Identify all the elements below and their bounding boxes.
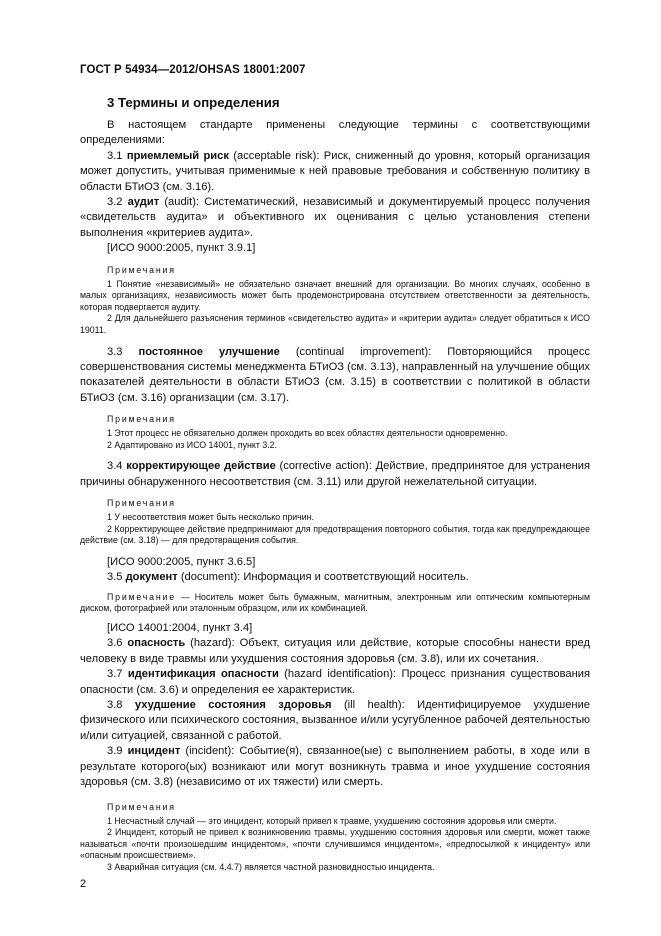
note-item: 1 Понятие «независимый» не обязательно означает внешний для организации. Во многих случаях, особенно в малых организациях, независимость может быть продемонстрирована отсутствием ответственности за деятельность, которая подвергается аудиту. (80, 278, 590, 312)
term-number: 3.9 (107, 745, 128, 758)
term-definition: (hazard): Объект, ситуация или действие, которые способны нанести вред человеку в виде травмы или ухудшения состояния здоровья (см. 3.8), или их сочетания. (80, 637, 590, 665)
note-item: 2 Для дальнейшего разъяснения терминов «свидетельство аудита» и «критерии аудита» следует обратиться к ИСО 19011. (80, 313, 590, 336)
note-item: 2 Корректирующее действие предпринимают для предотвращения повторного события, тогда как предупреждающее действие (см. 3.18) — для предотвращения события. (80, 523, 590, 546)
page-content (80, 95, 590, 873)
term-name: идентификация опасности (127, 668, 279, 681)
term-number: 3.8 (107, 699, 135, 712)
term-name: приемлемый риск (126, 149, 229, 162)
note-item: 1 У несоответствия может быть несколько причин. (107, 512, 314, 523)
term-number: 3.4 (107, 460, 127, 473)
page-number: 2 (80, 878, 87, 890)
term-definition: (ill health): Идентифицируемое ухудшение физического или психического состояния, вызванное и/или усугубленное рабочей деятельностью и/или ситуацией, связанной с работой. (80, 699, 590, 742)
term-3-1 (80, 149, 590, 195)
term-definition: (incident): Событие(я), связанное(ые) с выполнением работы, в ходе или в результате которого(ых) возникают или могут возникнуть травма и иное ухудшение состояния здоровья (см. 3.8) (независимо от их тяжести) или смерть. (80, 745, 590, 789)
note-item: 1 Этот процесс не обязательно должен проходить во всех областях деятельности одновременно. (107, 428, 508, 439)
reference: [ИСО 14001:2004, пункт 3.4] (107, 622, 253, 635)
term-definition: (audit): Систематический, независимый и документируемый процесс получения «свидетельств аудита» и объективного их оценивания с целью установления степени выполнения «критериев аудита». (80, 196, 590, 239)
term-number: 3.5 (107, 571, 126, 584)
term-name: инцидент (127, 745, 181, 758)
term-3-9 (80, 744, 590, 790)
term-definition: (hazard identification): Процесс признания существования опасности (см. 3.6) и определения ее характеристик. (80, 668, 590, 696)
note-item: 2 Инцидент, который не привел к возникновению травмы, ухудшению состояния здоровья или смерти, может также называться «почти произошедшим инцидентом», «почти случившимся инцидентом», «предпосылкой к инциденту» или «опасным происшествием». (80, 827, 590, 861)
note-text: — Носитель может быть бумажным, магнитным, электронным или оптическим компьютерным диском, фотографией или эталонным образцом, или их комбинацией. (80, 591, 590, 614)
section-title: 3 Термины и определения (107, 95, 280, 110)
term-number: 3.7 (107, 668, 128, 681)
note-item: 2 Адаптировано из ИСО 14001, пункт 3.2. (107, 439, 278, 450)
term-3-5 (80, 570, 590, 585)
term-definition: (acceptable risk): Риск, сниженный до уровня, который организация может допустить, учитывая применимые к ней правовые требования и собственную политику в области БТиОЗ (см. 3.16). (80, 149, 590, 193)
term-name: документ (125, 571, 178, 584)
notes-heading: Примечания (107, 414, 176, 425)
intro-paragraph: В настоящем стандарте применены следующие термины с соответствующими определениями: (80, 119, 590, 147)
note-label: Примечание (107, 591, 176, 602)
term-name: опасность (127, 637, 186, 650)
term-definition: (document): Информация и соответствующий носитель. (177, 571, 469, 584)
notes-heading: Примечания (107, 264, 176, 275)
term-definition: (corrective action): Действие, предпринятое для устранения причины обнаруженного несоответствия (см. 3.11) или другой нежелательной ситуации. (80, 460, 590, 488)
term-number: 3.6 (107, 637, 128, 650)
term-name: ухудшение состояния здоровья (134, 699, 332, 712)
term-name: корректирующее действие (126, 460, 276, 473)
reference: [ИСО 9000:2005, пункт 3.6.5] (107, 556, 256, 569)
notes-heading: Примечания (107, 801, 176, 812)
term-3-8 (80, 698, 590, 744)
term-3-6 (80, 636, 590, 667)
term-number: 3.3 (107, 345, 139, 358)
term-3-2 (80, 195, 590, 241)
notes-heading: Примечания (107, 498, 176, 509)
document-header: ГОСТ Р 54934—2012/OHSAS 18001:2007 (80, 64, 306, 76)
term-3-3 (80, 345, 590, 407)
note-item: 3 Аварийная ситуация (см. 4.4.7) является частной разновидностью инцидента. (107, 861, 435, 872)
reference: [ИСО 9000:2005, пункт 3.9.1] (107, 242, 256, 255)
term-3-4 (80, 459, 590, 490)
term-definition: (continual improvement): Повторяющийся процесс совершенствования системы менеджмента БТиОЗ (см. 3.13), направленный на улучшение общих показателей деятельности в области БТиОЗ (см. 3.15) в соответствии с политикой в области БТиОЗ (см. 3.16) организации (см. 3.17). (80, 345, 590, 404)
term-3-7 (80, 667, 590, 698)
term-number: 3.2 (107, 196, 128, 209)
term-name: постоянное улучшение (138, 345, 280, 358)
term-number: 3.1 (107, 149, 127, 162)
note-item: 1 Несчастный случай — это инцидент, который привел к травме, ухудшению состояния здоровья или смерти. (107, 815, 557, 826)
term-name: аудит (127, 196, 160, 209)
note-single (80, 592, 590, 615)
